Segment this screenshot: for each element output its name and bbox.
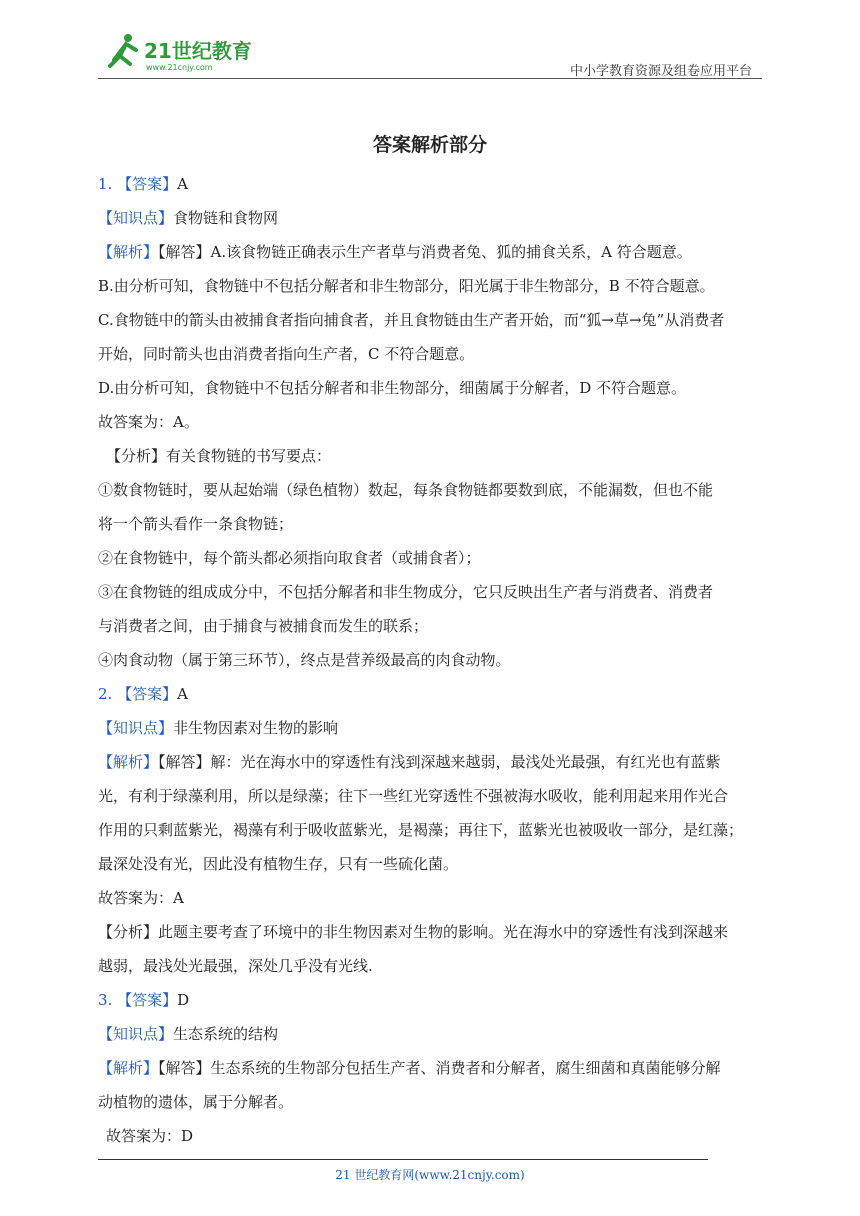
line-text: B.由分析可知，食物链中不包括分解者和非生物部分，阳光属于非生物部分，B 不符合题意。 <box>98 277 715 295</box>
text-line <box>98 1054 764 1088</box>
text-line <box>98 884 764 918</box>
line-text: 越弱，最浅处光最强，深处几乎没有光线. <box>98 957 373 975</box>
line-text: 生态系统的结构 <box>173 1025 279 1043</box>
text-line <box>98 1088 764 1122</box>
line-text: 开始，同时箭头也由消费者指向生产者，C 不符合题意。 <box>98 345 475 363</box>
text-line <box>98 714 764 748</box>
line-text: 食物链和食物网 <box>173 209 279 227</box>
text-line <box>98 306 764 340</box>
text-line <box>98 272 764 306</box>
text-line <box>98 510 764 544</box>
text-line <box>98 374 764 408</box>
footer-text: 21 世纪教育网(www.21cnjy.com) <box>335 1168 525 1182</box>
text-line <box>98 204 764 238</box>
text-line <box>98 748 764 782</box>
runner-icon <box>110 34 136 66</box>
line-text: ④肉食动物（属于第三环节），终点是营养级最高的肉食动物。 <box>98 651 511 669</box>
text-line <box>98 170 764 204</box>
text-line <box>98 646 764 680</box>
text-line <box>98 476 764 510</box>
text-line <box>98 918 764 952</box>
section-tag: 1. 【答案】 <box>98 175 178 193</box>
section-tag: 【解析】 <box>98 1059 159 1077</box>
line-text: 作用的只剩蓝紫光，褐藻有利于吸收蓝紫光，是褐藻；再往下，蓝紫光也被吸收一部分，是红藻； <box>98 821 744 839</box>
line-text: 动植物的遗体，属于分解者。 <box>98 1093 294 1111</box>
page-title: 答案解析部分 <box>372 134 487 156</box>
logo <box>98 30 278 74</box>
section-tag: 2. 【答案】 <box>98 685 178 703</box>
line-text: A <box>177 175 188 193</box>
text-line <box>98 238 764 272</box>
text-line <box>98 1020 764 1054</box>
section-tag: 【解析】 <box>98 753 159 771</box>
footer-divider <box>98 1159 708 1160</box>
section-tag: 【知识点】 <box>98 719 174 737</box>
page-header <box>98 24 762 80</box>
line-text: 故答案为：D <box>106 1127 194 1145</box>
line-text: 与消费者之间，由于捕食与被捕食而发生的联系； <box>98 617 429 635</box>
text-line <box>98 986 764 1020</box>
text-line <box>98 408 764 442</box>
line-text: 【分析】此题主要考查了环境中的非生物因素对生物的影响。光在海水中的穿透性有浅到深越来 <box>98 923 729 941</box>
logo-text: 21世纪教育 <box>144 39 252 63</box>
line-text: D.由分析可知，食物链中不包括分解者和非生物部分，细菌属于分解者，D 不符合题意。 <box>98 379 687 397</box>
text-line <box>98 952 764 986</box>
text-line <box>98 544 764 578</box>
text-line <box>98 680 764 714</box>
line-text: 光，有利于绿藻利用，所以是绿藻；往下一些红光穿透性不强被海水吸收，能利用起来用作光合 <box>98 787 729 805</box>
answer-content <box>98 170 764 1156</box>
section-tag: 【知识点】 <box>98 1025 174 1043</box>
header-platform-text: 中小学教育资源及组卷应用平台 <box>569 64 752 79</box>
section-tag: 【解析】 <box>98 243 159 261</box>
line-text: C.食物链中的箭头由被捕食者指向捕食者，并且食物链由生产者开始，而“狐→草→兔”从消费者 <box>98 311 725 329</box>
text-line <box>98 442 764 476</box>
header-divider <box>98 78 762 79</box>
text-line <box>98 612 764 646</box>
line-text: 故答案为：A <box>98 889 184 907</box>
line-text: 将一个箭头看作一条食物链； <box>98 515 294 533</box>
line-text: A <box>177 685 188 703</box>
line-text: 非生物因素对生物的影响 <box>173 719 339 737</box>
line-text: 【解答】解：光在海水中的穿透性有浅到深越来越弱，最浅处光最强，有红光也有蓝紫 <box>158 753 721 771</box>
line-text: 【分析】有关食物链的书写要点： <box>106 447 332 465</box>
text-line <box>98 816 764 850</box>
section-tag: 3. 【答案】 <box>98 991 178 1009</box>
text-line <box>98 340 764 374</box>
text-line <box>98 578 764 612</box>
text-line <box>98 782 764 816</box>
line-text: ①数食物链时，要从起始端（绿色植物）数起，每条食物链都要数到底，不能漏数，但也不能 <box>98 481 714 499</box>
section-tag: 【知识点】 <box>98 209 174 227</box>
text-line <box>98 1122 764 1156</box>
line-text: ②在食物链中，每个箭头都必须指向取食者（或捕食者）； <box>98 549 481 567</box>
text-line <box>98 850 764 884</box>
line-text: 【解答】生态系统的生物部分包括生产者、消费者和分解者，腐生细菌和真菌能够分解 <box>158 1059 721 1077</box>
line-text: D <box>177 991 190 1009</box>
logo-url: www.21cnjy.com <box>146 63 213 72</box>
line-text: 【解答】A.该食物链正确表示生产者草与消费者兔、狐的捕食关系，A 符合题意。 <box>158 243 692 261</box>
line-text: 故答案为：A。 <box>98 413 199 431</box>
line-text: 最深处没有光，因此没有植物生存，只有一些硫化菌。 <box>98 855 459 873</box>
line-text: ③在食物链的组成成分中，不包括分解者和非生物成分，它只反映出生产者与消费者、消费者 <box>98 583 714 601</box>
